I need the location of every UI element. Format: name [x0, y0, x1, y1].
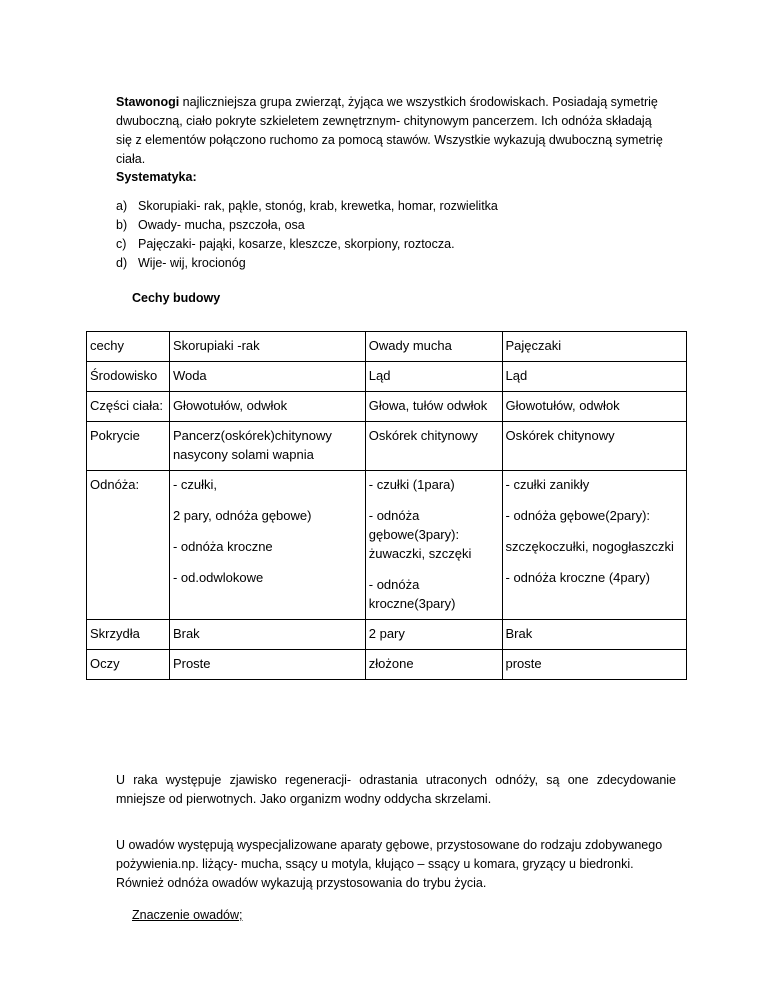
- list-item: [116, 216, 498, 235]
- table-cell: Woda: [169, 362, 365, 392]
- table-cell: Owady mucha: [365, 332, 502, 362]
- table-cell: Oskórek chitynowy: [502, 422, 687, 471]
- table-cell: Brak: [169, 620, 365, 650]
- table-row: [87, 620, 687, 650]
- table-cell: złożone: [365, 650, 502, 680]
- table-cell: Części ciała:: [87, 392, 170, 422]
- systematics-list: [116, 197, 498, 273]
- table-cell: Proste: [169, 650, 365, 680]
- cell-line: - odnóża gębowe(2pary):: [505, 508, 651, 523]
- list-text: Wije- wij, krocionóg: [138, 256, 246, 270]
- table-cell: Głowotułów, odwłok: [502, 392, 687, 422]
- intro-text: najliczniejsza grupa zwierząt, żyjąca we wszystkich środowiskach. Posiadają symetrię dwuboczną, ciało pokryte szkieletem zewnętrznym- chitynowym pancerzem. Ich odnóża składają się z elementów połączono ruchomo za pomocą stawów. Wszystkie wykazują dwuboczną symetrię ciała.: [116, 94, 663, 166]
- table-cell: [502, 471, 687, 620]
- list-text: Pajęczaki- pająki, kosarze, kleszcze, skorpiony, roztocza.: [138, 237, 455, 251]
- insects-paragraph: U owadów występują wyspecjalizowane aparaty gębowe, przystosowane do rodzaju zdobywanego pożywienia.np. liżący- mucha, ssący u motyla, kłująco – ssący u komara, gryzący u biedronki. Również odnóża owadów wykazują przystosowania do trybu życia.: [116, 837, 663, 890]
- table-cell: cechy: [87, 332, 170, 362]
- table-cell: Brak: [502, 620, 687, 650]
- table-cell: proste: [502, 650, 687, 680]
- list-marker: d): [116, 256, 128, 270]
- list-item: [116, 197, 498, 216]
- table-cell: Skorupiaki -rak: [169, 332, 365, 362]
- table-header-row: [87, 332, 687, 362]
- list-item: [116, 254, 498, 273]
- cell-line: - odnóża kroczne: [172, 539, 273, 554]
- table-cell: Głowa, tułów odwłok: [365, 392, 502, 422]
- cell-line: - czułki zanikły: [505, 477, 590, 492]
- cell-line: - odnóża gębowe(3pary): żuwaczki, szczęki: [368, 508, 472, 561]
- list-item: [116, 235, 498, 254]
- cell-line: - odnóża kroczne (4pary): [505, 570, 651, 585]
- intro-keyword: Stawonogi: [116, 94, 180, 109]
- table-cell: Pajęczaki: [502, 332, 687, 362]
- table-cell: Oczy: [87, 650, 170, 680]
- table-cell: 2 pary: [365, 620, 502, 650]
- table-row: [87, 392, 687, 422]
- table-row: [87, 422, 687, 471]
- table-cell: [169, 471, 365, 620]
- features-table: [86, 331, 687, 680]
- list-marker: a): [116, 199, 128, 213]
- table-row-limbs: [87, 471, 687, 620]
- table-cell: Pokrycie: [87, 422, 170, 471]
- cell-line: 2 pary, odnóża gębowe): [172, 508, 312, 523]
- list-marker: c): [116, 237, 127, 251]
- importance-heading: Znaczenie owadów;: [132, 908, 243, 922]
- cell-line: - odnóża kroczne(3pary): [368, 577, 456, 611]
- table-cell: Skrzydła: [87, 620, 170, 650]
- regeneration-paragraph: U raka występuje zjawisko regeneracji- odrastania utraconych odnóży, są one zdecydowanie mniejsze od pierwotnych. Jako organizm wodny oddycha skrzelami.: [116, 772, 676, 806]
- table-cell: Odnóża:: [87, 471, 170, 620]
- table-cell: Ląd: [365, 362, 502, 392]
- table-cell: Pancerz(oskórek)chitynowy nasycony solami wapnia: [169, 422, 365, 471]
- table-cell: Głowotułów, odwłok: [169, 392, 365, 422]
- list-text: Owady- mucha, pszczoła, osa: [138, 218, 305, 232]
- table-cell: Oskórek chitynowy: [365, 422, 502, 471]
- list-text: Skorupiaki- rak, pąkle, stonóg, krab, krewetka, homar, rozwielitka: [138, 199, 498, 213]
- table-row: [87, 362, 687, 392]
- features-heading: Cechy budowy: [132, 291, 221, 305]
- cell-line: szczękoczułki, nogogłaszczki: [505, 539, 674, 554]
- intro-paragraph: [116, 93, 668, 169]
- table-cell: Środowisko: [87, 362, 170, 392]
- table-row: [87, 650, 687, 680]
- table-cell: Ląd: [502, 362, 687, 392]
- cell-line: - od.odwlokowe: [172, 570, 264, 585]
- systematics-heading: Systematyka:: [116, 170, 197, 184]
- list-marker: b): [116, 218, 128, 232]
- table-cell: [365, 471, 502, 620]
- cell-line: - czułki (1para): [368, 477, 455, 492]
- cell-line: - czułki,: [172, 477, 217, 492]
